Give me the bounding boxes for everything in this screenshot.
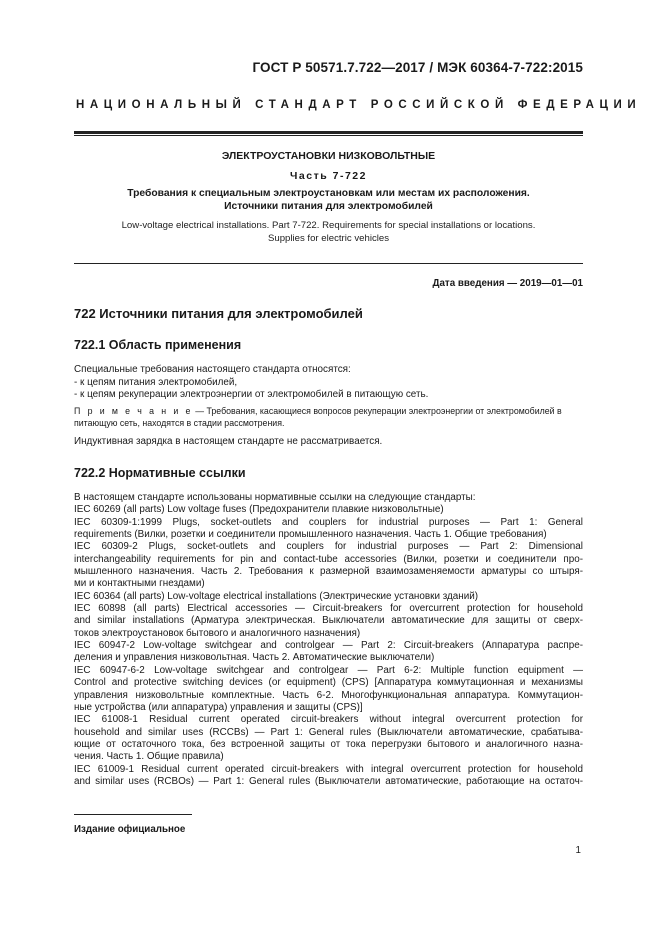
reference-line: IEC 60898 (all parts) Electrical accessories — Circuit-breakers for overcurrent protection for household bbox=[74, 603, 583, 615]
reference-line: токов электроустановок бытового и аналогичного назначения) bbox=[74, 627, 361, 639]
title-english bbox=[74, 220, 583, 245]
reference-line: управления низковольтные комплектные. Часть 6-2. Многофункциональная аппаратура. Коммутацион- bbox=[74, 689, 583, 701]
reference-line: interchangeability requirements for pin and contact-tube accessories (Вилки, розетки и соединители про- bbox=[74, 553, 583, 565]
scope-note bbox=[74, 406, 583, 429]
national-standard-banner: НАЦИОНАЛЬНЫЙ СТАНДАРТ РОССИЙСКОЙ ФЕДЕРАЦИИ bbox=[76, 99, 642, 111]
official-edition-label: Издание официальное bbox=[74, 824, 186, 835]
title-russian-line-1: Требования к специальным электроустановкам или местам их расположения. bbox=[127, 188, 530, 199]
note-label: П р и м е ч а н и е bbox=[74, 406, 193, 416]
reference-line: деления и управления низковольтная. Часть 2. Автоматические выключатели) bbox=[74, 652, 435, 664]
title-russian-line-2: Источники питания для электромобилей bbox=[224, 200, 433, 212]
header-rule-thin bbox=[74, 135, 583, 136]
header-rule-thick bbox=[74, 131, 583, 134]
reference-line: IEC 60947-6-2 Low-voltage switchgear and controlgear — Part 6-2: Multiple function equipment — bbox=[74, 664, 583, 676]
title-rule bbox=[74, 263, 583, 264]
document-code: ГОСТ Р 50571.7.722—2017 / МЭК 60364-7-722:2015 bbox=[252, 60, 583, 75]
scope-line-3: - к цепям рекуперации электроэнергии от электромобилей в питающую сеть. bbox=[74, 389, 429, 400]
footer-rule bbox=[74, 814, 192, 815]
note-text-2: питающую сеть, находятся в стадии рассмотрения. bbox=[74, 417, 285, 428]
title-part: Часть 7-722 bbox=[290, 170, 367, 182]
reference-line: and similar installations (Арматура электрическая. Выключатели автоматические для защиты от сверх- bbox=[74, 615, 583, 627]
scope-line-2: - к цепям питания электромобилей, bbox=[74, 376, 238, 388]
reference-line: and similar uses (RCBOs) — Part 1: General rules (Выключатели автоматические, работающие на остаточ- bbox=[74, 775, 583, 787]
inductive-charging-paragraph: Индуктивная зарядка в настоящем стандарте не рассматривается. bbox=[74, 436, 383, 447]
section-722-2-heading: 722.2 Нормативные ссылки bbox=[74, 466, 246, 480]
reference-line: IEC 61008-1 Residual current operated circuit-breakers without integral overcurrent protection for bbox=[74, 714, 583, 726]
reference-line: ющие от остаточного тока, без встроенной защиты от тока перегрузки бытового и аналогичного назна- bbox=[74, 738, 583, 750]
note-text-1: — Требования, касающиеся вопросов рекуперации электроэнергии от электромобилей в bbox=[192, 406, 562, 416]
scope-line-1: Специальные требования настоящего стандарта относятся: bbox=[74, 364, 351, 375]
title-russian bbox=[74, 188, 583, 213]
reference-line: мышленного назначения. Часть 2. Требования к размерной взаимозаменяемости арматуры со штыря- bbox=[74, 566, 583, 578]
reference-line: IEC 60364 (all parts) Low-voltage electrical installations (Электрические установки зданий) bbox=[74, 590, 479, 602]
page-number: 1 bbox=[575, 845, 581, 856]
reference-line: чения. Часть 1. Общие правила) bbox=[74, 751, 224, 763]
reference-line: requirements (Вилки, розетки и соединители промышленного назначения. Часть 1. Общие требования) bbox=[74, 529, 547, 541]
introduction-date: Дата введения — 2019—01—01 bbox=[432, 278, 583, 289]
section-722-1-heading: 722.1 Область применения bbox=[74, 338, 242, 352]
reference-line: IEC 60269 (all parts) Low voltage fuses (Предохранители плавкие низковольтные) bbox=[74, 504, 444, 516]
title-english-line-2: Supplies for electric vehicles bbox=[267, 232, 390, 244]
title-english-line-1: Low-voltage electrical installations. Part 7-722. Requirements for special installations or locations. bbox=[121, 220, 536, 231]
reference-line: IEC 61009-1 Residual current operated circuit-breakers with integral overcurrent protection for household bbox=[74, 763, 583, 775]
reference-line: В настоящем стандарте использованы нормативные ссылки на следующие стандарты: bbox=[74, 492, 476, 503]
normative-references bbox=[74, 492, 583, 788]
reference-line: IEC 60309-1:1999 Plugs, socket-outlets and couplers for industrial purposes — Part 1: General bbox=[74, 516, 583, 528]
reference-line: IEC 60947-2 Low-voltage switchgear and controlgear — Part 2: Circuit-breakers (Аппаратура распре- bbox=[74, 640, 583, 652]
reference-line: ми и контактными гнездами) bbox=[74, 578, 205, 590]
scope-paragraph bbox=[74, 364, 583, 402]
reference-line: Control and protective switching devices (or equipment) (CPS) [Аппаратура коммутационная и механизмы bbox=[74, 677, 583, 689]
reference-line: ные устройства (или аппаратура) управления и защиты (CPS)] bbox=[74, 701, 363, 713]
reference-line: household and similar uses (RCCBs) — Part 1: General rules (Выключатели автоматические, срабатыва- bbox=[74, 726, 583, 738]
section-722-heading: 722 Источники питания для электромобилей bbox=[74, 306, 363, 321]
title-main: ЭЛЕКТРОУСТАНОВКИ НИЗКОВОЛЬТНЫЕ bbox=[221, 150, 436, 162]
reference-line: IEC 60309-2 Plugs, socket-outlets and couplers for industrial purposes — Part 2: Dimensional bbox=[74, 541, 583, 553]
